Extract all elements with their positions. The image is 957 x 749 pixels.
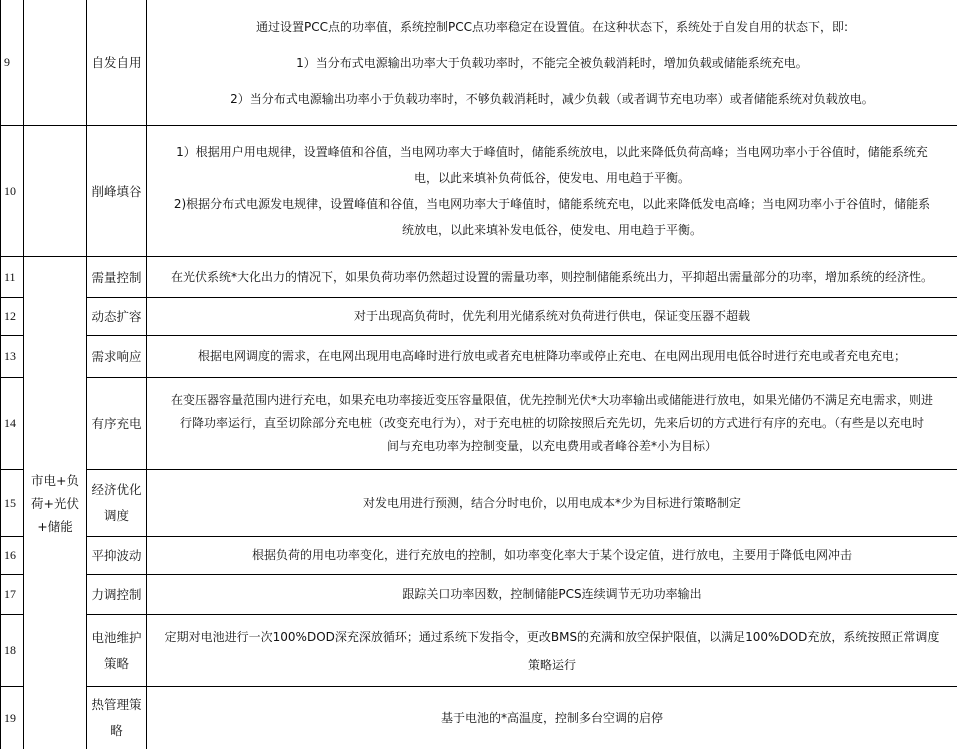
row-number: 13 (4, 349, 16, 363)
feature-name-line: 策略 (103, 655, 129, 671)
feature-name: 力调控制 (91, 587, 142, 602)
description-line: 跟踪关口功率因数，控制储能PCS连续调节无功功率输出 (402, 587, 702, 601)
feature-name: 有序充电 (91, 416, 142, 431)
feature-name: 需求响应 (91, 349, 142, 364)
feature-name: 动态扩容 (91, 309, 142, 324)
row-number: 15 (4, 495, 16, 510)
description-line: 行降功率运行，直至切除部分充电桩（改变充电行为），对于充电桩的切除按照后充先切，先来后切的方式进行有序的充电。（有些是以充电时 (179, 416, 924, 430)
feature-description (147, 0, 957, 125)
description-line: 2)根据分布式电源发电规律，设置峰值和谷值，当电网功率大于峰值时，储能系统充电，以此来降低发电高峰；当电网功率小于谷值时，储能系 (173, 197, 931, 211)
feature-name: 削峰填谷 (91, 183, 142, 199)
category-cell (24, 257, 86, 749)
row-number: 10 (4, 183, 16, 198)
row-number: 14 (4, 416, 16, 430)
description-line: 通过设置PCC点的功率值，系统控制PCC点功率稳定在设置值。在这种状态下，系统处于自发自用的状态下，即: (255, 19, 849, 34)
feature-description (147, 470, 957, 536)
feature-description (147, 378, 957, 469)
row-number: 9 (4, 55, 10, 69)
row-number: 19 (4, 710, 16, 725)
feature-name-line: 电池维护 (91, 629, 142, 645)
category-label: 市电+负荷+光伏+储能 (31, 472, 79, 534)
feature-description (147, 257, 957, 297)
feature-description (147, 126, 957, 256)
feature-name (87, 687, 146, 749)
feature-name: 平抑波动 (91, 548, 142, 563)
description-line: 在光伏系统*大化出力的情况下，如果负荷功率仍然超过设置的需量功率，则控制储能系统出力，平抑超出需量部分的功率，增加系统的经济性。 (170, 269, 933, 284)
feature-name-line: 略 (110, 723, 123, 738)
description-line: 策略运行 (527, 657, 576, 672)
feature-description (147, 537, 957, 574)
feature-description (147, 615, 957, 686)
row-number: 11 (4, 269, 16, 284)
feature-name: 需量控制 (91, 269, 142, 285)
description-line: 2）当分布式电源输出功率小于负载功率时，不够负载消耗时，减少负载（或者调节充电功率）或者储能系统对负载放电。 (230, 91, 874, 106)
description-line: 1）根据用户用电规律，设置峰值和谷值，当电网功率大于峰值时，储能系统放电，以此来降低负荷高峰；当电网功率小于谷值时，储能系统充 (176, 145, 928, 159)
feature-description (147, 298, 957, 335)
feature-description (147, 336, 957, 377)
row-number: 18 (4, 643, 16, 657)
description-line: 基于电池的*高温度，控制多台空调的启停 (440, 710, 663, 725)
description-line: 在变压器容量范围内进行充电，如果充电功率接近变压容量限值，优先控制光伏*大功率输出或储能进行放电，如果光储仍不满足充电需求，则进 (170, 393, 933, 407)
row-number: 12 (4, 309, 16, 323)
description-line: 对于出现高负荷时，优先利用光储系统对负荷进行供电，保证变压器不超载 (353, 309, 750, 323)
row-number: 17 (4, 587, 16, 601)
feature-name (87, 470, 146, 536)
description-line: 定期对电池进行一次100%DOD深充深放循环；通过系统下发指令，更改BMS的充满和放空保护限值，以满足100%DOD充放，系统按照正常调度 (164, 629, 940, 644)
feature-name-line: 热管理策 (91, 697, 142, 712)
description-line: 1）当分布式电源输出功率大于负载功率时，不能完全被负载消耗时，增加负载或储能系统充电。 (296, 55, 808, 70)
feature-description (147, 687, 957, 749)
feature-name: 自发自用 (91, 55, 142, 70)
description-line: 电，以此来填补负荷低谷，使发电、用电趋于平衡。 (413, 171, 690, 185)
description-line: 统放电，以此来填补发电低谷，使发电、用电趋于平衡。 (401, 223, 702, 237)
description-line: 间与充电功率为控制变量，以充电费用或者峰谷差*小为目标） (386, 439, 717, 453)
feature-name (87, 615, 146, 686)
description-line: 根据负荷的用电功率变化，进行充放电的控制，如功率变化率大于某个设定值，进行放电，主要用于降低电网冲击 (251, 548, 852, 562)
description-line: 根据电网调度的需求，在电网出现用电高峰时进行放电或者充电桩降功率或停止充电、在电网出现用电低谷时进行充电或者充电充电； (197, 349, 906, 363)
feature-name-line: 调度 (103, 508, 129, 523)
feature-description (147, 575, 957, 614)
row-number: 16 (4, 548, 16, 562)
feature-name-line: 经济优化 (91, 482, 142, 497)
description-line: 对发电用进行预测，结合分时电价，以用电成本*少为目标进行策略制定 (362, 495, 741, 510)
